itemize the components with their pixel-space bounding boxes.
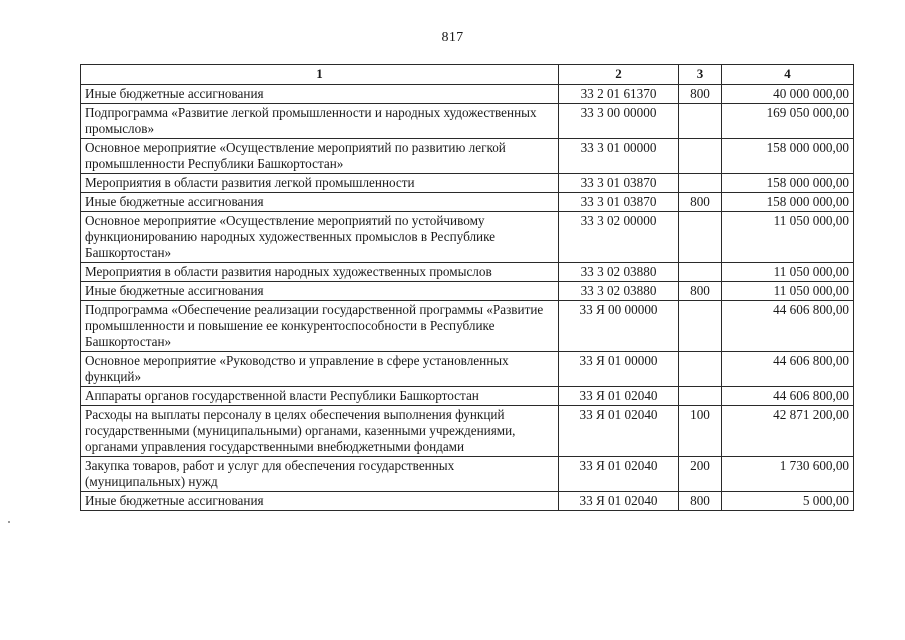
row-name: Закупка товаров, работ и услуг для обеспечения государственных (муниципальных) нужд <box>81 457 559 492</box>
row-code: 33 3 02 00000 <box>559 212 679 263</box>
row-name: Мероприятия в области развития легкой промышленности <box>81 174 559 193</box>
row-kind <box>679 104 722 139</box>
row-kind <box>679 301 722 352</box>
header-col-name: 1 <box>81 65 559 85</box>
page-number: 817 <box>441 30 464 45</box>
table-row <box>81 85 854 104</box>
row-kind <box>679 352 722 387</box>
row-kind: 800 <box>679 282 722 301</box>
row-kind: 800 <box>679 193 722 212</box>
table-row <box>81 193 854 212</box>
row-code: 33 Я 01 00000 <box>559 352 679 387</box>
row-amount: 169 050 000,00 <box>722 104 854 139</box>
table-row <box>81 104 854 139</box>
row-code: 33 Я 01 02040 <box>559 406 679 457</box>
row-code: 33 3 01 03870 <box>559 193 679 212</box>
table-row <box>81 352 854 387</box>
row-kind <box>679 174 722 193</box>
row-name: Основное мероприятие «Руководство и управление в сфере установленных функций» <box>81 352 559 387</box>
row-amount: 42 871 200,00 <box>722 406 854 457</box>
row-name: Мероприятия в области развития народных художественных промыслов <box>81 263 559 282</box>
row-amount: 158 000 000,00 <box>722 139 854 174</box>
row-kind: 800 <box>679 85 722 104</box>
row-code: 33 3 00 00000 <box>559 104 679 139</box>
table-row <box>81 174 854 193</box>
row-name: Иные бюджетные ассигнования <box>81 85 559 104</box>
row-amount: 158 000 000,00 <box>722 174 854 193</box>
row-name: Иные бюджетные ассигнования <box>81 492 559 511</box>
row-amount: 11 050 000,00 <box>722 282 854 301</box>
row-amount: 1 730 600,00 <box>722 457 854 492</box>
row-name: Подпрограмма «Обеспечение реализации государственной программы «Развитие промышленности и повышение ее конкурентоспособности в Республике Башкортостан» <box>81 301 559 352</box>
row-kind: 800 <box>679 492 722 511</box>
table-row <box>81 492 854 511</box>
header-col-code: 2 <box>559 65 679 85</box>
row-code: 33 Я 00 00000 <box>559 301 679 352</box>
row-kind: 200 <box>679 457 722 492</box>
row-code: 33 2 01 61370 <box>559 85 679 104</box>
row-name: Основное мероприятие «Осуществление мероприятий по развитию легкой промышленности Республики Башкортостан» <box>81 139 559 174</box>
row-amount: 11 050 000,00 <box>722 212 854 263</box>
table-row <box>81 457 854 492</box>
row-code: 33 Я 01 02040 <box>559 387 679 406</box>
row-amount: 40 000 000,00 <box>722 85 854 104</box>
row-code: 33 Я 01 02040 <box>559 492 679 511</box>
table-row <box>81 301 854 352</box>
table-row <box>81 139 854 174</box>
table-row <box>81 212 854 263</box>
table-row <box>81 263 854 282</box>
scan-artifact-dot <box>8 521 10 523</box>
row-name: Иные бюджетные ассигнования <box>81 282 559 301</box>
row-amount: 11 050 000,00 <box>722 263 854 282</box>
row-amount: 44 606 800,00 <box>722 387 854 406</box>
row-code: 33 3 02 03880 <box>559 282 679 301</box>
header-col-amount: 4 <box>722 65 854 85</box>
row-amount: 44 606 800,00 <box>722 301 854 352</box>
row-kind <box>679 263 722 282</box>
row-name: Подпрограмма «Развитие легкой промышленности и народных художественных промыслов» <box>81 104 559 139</box>
row-name: Основное мероприятие «Осуществление мероприятий по устойчивому функционированию народных художественных промыслов в Республике Башкортостан» <box>81 212 559 263</box>
row-name: Иные бюджетные ассигнования <box>81 193 559 212</box>
header-col-kind: 3 <box>679 65 722 85</box>
row-name: Аппараты органов государственной власти Республики Башкортостан <box>81 387 559 406</box>
row-kind <box>679 139 722 174</box>
row-kind <box>679 387 722 406</box>
row-amount: 44 606 800,00 <box>722 352 854 387</box>
row-amount: 158 000 000,00 <box>722 193 854 212</box>
row-code: 33 3 02 03880 <box>559 263 679 282</box>
row-kind: 100 <box>679 406 722 457</box>
table-row <box>81 282 854 301</box>
budget-table <box>80 64 854 511</box>
row-name: Расходы на выплаты персоналу в целях обеспечения выполнения функций государственными (муниципальными) органами, казенными учреждениями, органами управления государственными внебюджетными фондами <box>81 406 559 457</box>
row-code: 33 Я 01 02040 <box>559 457 679 492</box>
row-kind <box>679 212 722 263</box>
table-header-row <box>81 65 854 85</box>
row-amount: 5 000,00 <box>722 492 854 511</box>
table-body <box>81 85 854 511</box>
table-row <box>81 406 854 457</box>
table-row <box>81 387 854 406</box>
row-code: 33 3 01 00000 <box>559 139 679 174</box>
row-code: 33 3 01 03870 <box>559 174 679 193</box>
